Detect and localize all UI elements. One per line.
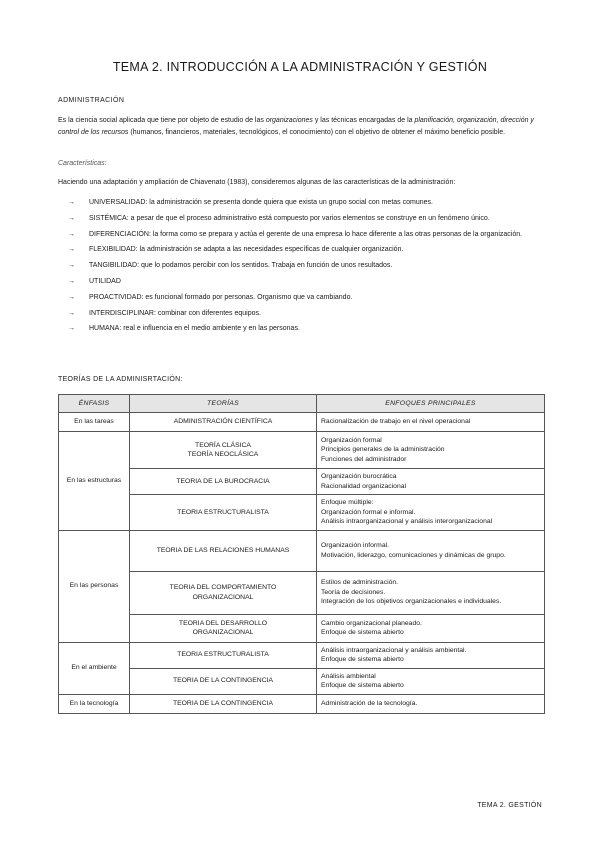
arrow-icon: → xyxy=(68,262,75,270)
theory-line: TEORIA DE LA BUROCRACIA xyxy=(176,477,270,485)
list-item xyxy=(68,261,548,271)
approach-line: Enfoque de sistema abierto xyxy=(321,682,404,689)
intro-text-1: Es la ciencia social aplicada que tiene por objeto de estudio de las xyxy=(58,117,266,124)
page-title: TEMA 2. INTRODUCCIÓN A LA ADMINISTRACIÓN Y GESTIÓN xyxy=(112,60,488,74)
section-heading: ADMINISTRACIÓN xyxy=(58,97,125,104)
header-approaches: ENFOQUES PRINCIPALES xyxy=(317,395,545,413)
list-item xyxy=(68,198,548,208)
approach-cell xyxy=(317,469,545,495)
table-row xyxy=(59,694,545,713)
list-item-text: UTILIDAD xyxy=(89,277,121,285)
intro-text-3: (humanos, financieros, materiales, tecnológicos, el conocimiento) con el objetivo de obtener el máximo beneficio posible. xyxy=(128,129,506,137)
theory-line: TEORIA DE LA CONTINGENCIA xyxy=(172,677,274,685)
list-item xyxy=(68,230,548,240)
theories-table xyxy=(58,394,545,714)
emphasis-cell: En el ambiente xyxy=(59,642,130,694)
intro-italic-1: organizaciones xyxy=(265,117,313,124)
theory-line: TEORIA DEL COMPORTAMIENTO xyxy=(169,584,277,591)
list-item-text: TANGIBILIDAD: que lo podamos percibir con los sentidos. Trabaja en función de unos resultados. xyxy=(89,262,393,270)
approach-line: Organización burocrática xyxy=(321,473,397,480)
theory-line: TEORIA DE LA CONTINGENCIA xyxy=(172,699,274,707)
theory-cell xyxy=(130,571,317,614)
approach-line: Organización formal e informal. xyxy=(321,508,416,516)
theory-line: TEORIA DEL DESARROLLO xyxy=(178,619,268,627)
table-header-row xyxy=(59,395,545,413)
approach-line: Análisis ambiental xyxy=(321,672,376,680)
characteristics-label: Características: xyxy=(58,160,107,167)
approach-line: Funciones del administrador xyxy=(321,455,407,463)
table-row xyxy=(59,571,545,614)
approach-cell xyxy=(317,694,545,713)
list-item-text: UNIVERSALIDAD: la administración se presenta donde quiera que exista un grupo social con metas comunes. xyxy=(89,199,433,206)
page-footer: TEMA 2. GESTIÓN xyxy=(477,802,542,809)
arrow-icon: → xyxy=(68,230,75,238)
approach-cell xyxy=(317,530,545,571)
arrow-icon: → xyxy=(68,199,75,206)
approach-line: Racionalización de trabajo en el nivel operacional xyxy=(321,418,471,426)
list-item-text: HUMANA: real e influencia en el medio ambiente y en las personas. xyxy=(89,325,300,333)
arrow-icon: → xyxy=(68,309,75,317)
arrow-icon: → xyxy=(68,214,75,222)
table-row xyxy=(59,642,545,668)
table-row xyxy=(59,668,545,694)
approach-line: Enfoque de sistema abierto xyxy=(321,629,404,636)
intro-italic-2: planificación, organización, dirección y control de los recursos xyxy=(58,117,534,137)
arrow-icon: → xyxy=(68,246,75,254)
approach-cell xyxy=(317,668,545,694)
intro-paragraph xyxy=(58,115,544,140)
approach-line: Estilos de administración. xyxy=(321,579,399,587)
approach-line: Enfoque múltiple: xyxy=(321,499,374,506)
approach-line: Cambio organizacional planeado. xyxy=(321,619,422,627)
theory-cell xyxy=(130,530,317,571)
approach-line: Administración de la tecnología. xyxy=(321,699,418,707)
list-item xyxy=(68,277,548,287)
approach-cell xyxy=(317,432,545,469)
approach-line: Motivación, liderazgo, comunicaciones y dinámicas de grupo. xyxy=(321,551,506,559)
theory-cell xyxy=(130,642,317,668)
approach-line: Organización formal xyxy=(321,436,382,444)
approach-line: Enfoque de sistema abierto xyxy=(321,656,404,663)
table-row xyxy=(59,495,545,531)
theory-line: ORGANIZACIONAL xyxy=(192,593,254,601)
list-item-text: FLEXIBILIDAD: la administración se adapta a las necesidades específicas de cualquier organización. xyxy=(89,246,404,254)
table-row xyxy=(59,614,545,642)
theory-cell xyxy=(130,469,317,495)
approach-cell xyxy=(317,413,545,432)
emphasis-cell: En las estructuras xyxy=(59,432,130,531)
theory-line: TEORIA ESTRUCTURALISTA xyxy=(177,508,269,516)
theory-cell xyxy=(130,432,317,469)
approach-line: Análisis intraorganizacional y análisis interorganizacional xyxy=(321,518,493,525)
arrow-icon: → xyxy=(68,325,75,333)
theory-line: ORGANIZACIONAL xyxy=(192,629,254,636)
approach-cell xyxy=(317,571,545,614)
approach-cell xyxy=(317,495,545,531)
emphasis-cell: En la tecnología xyxy=(59,694,130,713)
theory-line: TEORÍA NEOCLÁSICA xyxy=(187,451,259,458)
approach-line: Análisis intraorganizacional y análisis ambiental. xyxy=(321,646,467,654)
intro-text-2: y las técnicas encargadas de la xyxy=(312,117,415,124)
theory-line: TEORIA ESTRUCTURALISTA xyxy=(177,651,269,659)
list-item-text: SISTÉMICA: a pesar de que el proceso administrativo está compuesto por varios elementos se construye en un fenómeno único. xyxy=(89,214,490,222)
list-item xyxy=(68,214,548,224)
header-theories: TEORÍAS xyxy=(130,395,317,413)
approach-cell xyxy=(317,614,545,642)
header-emphasis: ÉNFASIS xyxy=(59,395,130,413)
theories-heading: TEORÍAS DE LA ADMINISRTACIÓN: xyxy=(58,376,183,383)
list-item xyxy=(68,293,548,303)
list-item-text: PROACTIVIDAD: es funcional formado por personas. Organismo que va cambiando. xyxy=(89,293,353,301)
theory-line: TEORIA DE LAS RELACIONES HUMANAS xyxy=(156,546,290,554)
lead-text: Haciendo una adaptación y ampliación de Chiavenato (1983), consideremos algunas de las características de la administración: xyxy=(58,179,456,186)
table-row xyxy=(59,432,545,469)
list-item xyxy=(68,309,548,319)
table-row xyxy=(59,413,545,432)
theory-cell xyxy=(130,668,317,694)
emphasis-cell: En las personas xyxy=(59,530,130,642)
list-item xyxy=(68,245,548,255)
approach-line: Racionalidad organizacional xyxy=(321,482,407,490)
arrow-icon: → xyxy=(68,277,75,285)
list-item-text: INTERDISCIPLINAR: combinar con diferentes equipos. xyxy=(89,309,261,317)
arrow-icon: → xyxy=(68,293,75,301)
list-item xyxy=(68,324,548,334)
theory-cell xyxy=(130,495,317,531)
approach-line: Organización informal. xyxy=(321,542,389,549)
theory-line: TEORÍA CLÁSICA xyxy=(195,441,251,449)
approach-cell xyxy=(317,642,545,668)
theory-cell xyxy=(130,413,317,432)
approach-line: Integración de los objetivos organizacionales e individuales. xyxy=(321,598,502,606)
emphasis-cell: En las tareas xyxy=(59,413,130,432)
table-row xyxy=(59,469,545,495)
theory-cell xyxy=(130,614,317,642)
theory-cell xyxy=(130,694,317,713)
approach-line: Principios generales de la administración xyxy=(321,446,445,454)
characteristics-list xyxy=(68,198,548,334)
table-row xyxy=(59,530,545,571)
approach-line: Teoría de decisiones. xyxy=(321,588,386,596)
theory-line: ADMINISTRACIÓN CIENTÍFICA xyxy=(173,418,273,426)
list-item-text: DIFERENCIACIÓN: la forma como se prepara y actúa el gerente de una empresa lo hace diferente a las otras personas de la organización. xyxy=(89,230,523,238)
